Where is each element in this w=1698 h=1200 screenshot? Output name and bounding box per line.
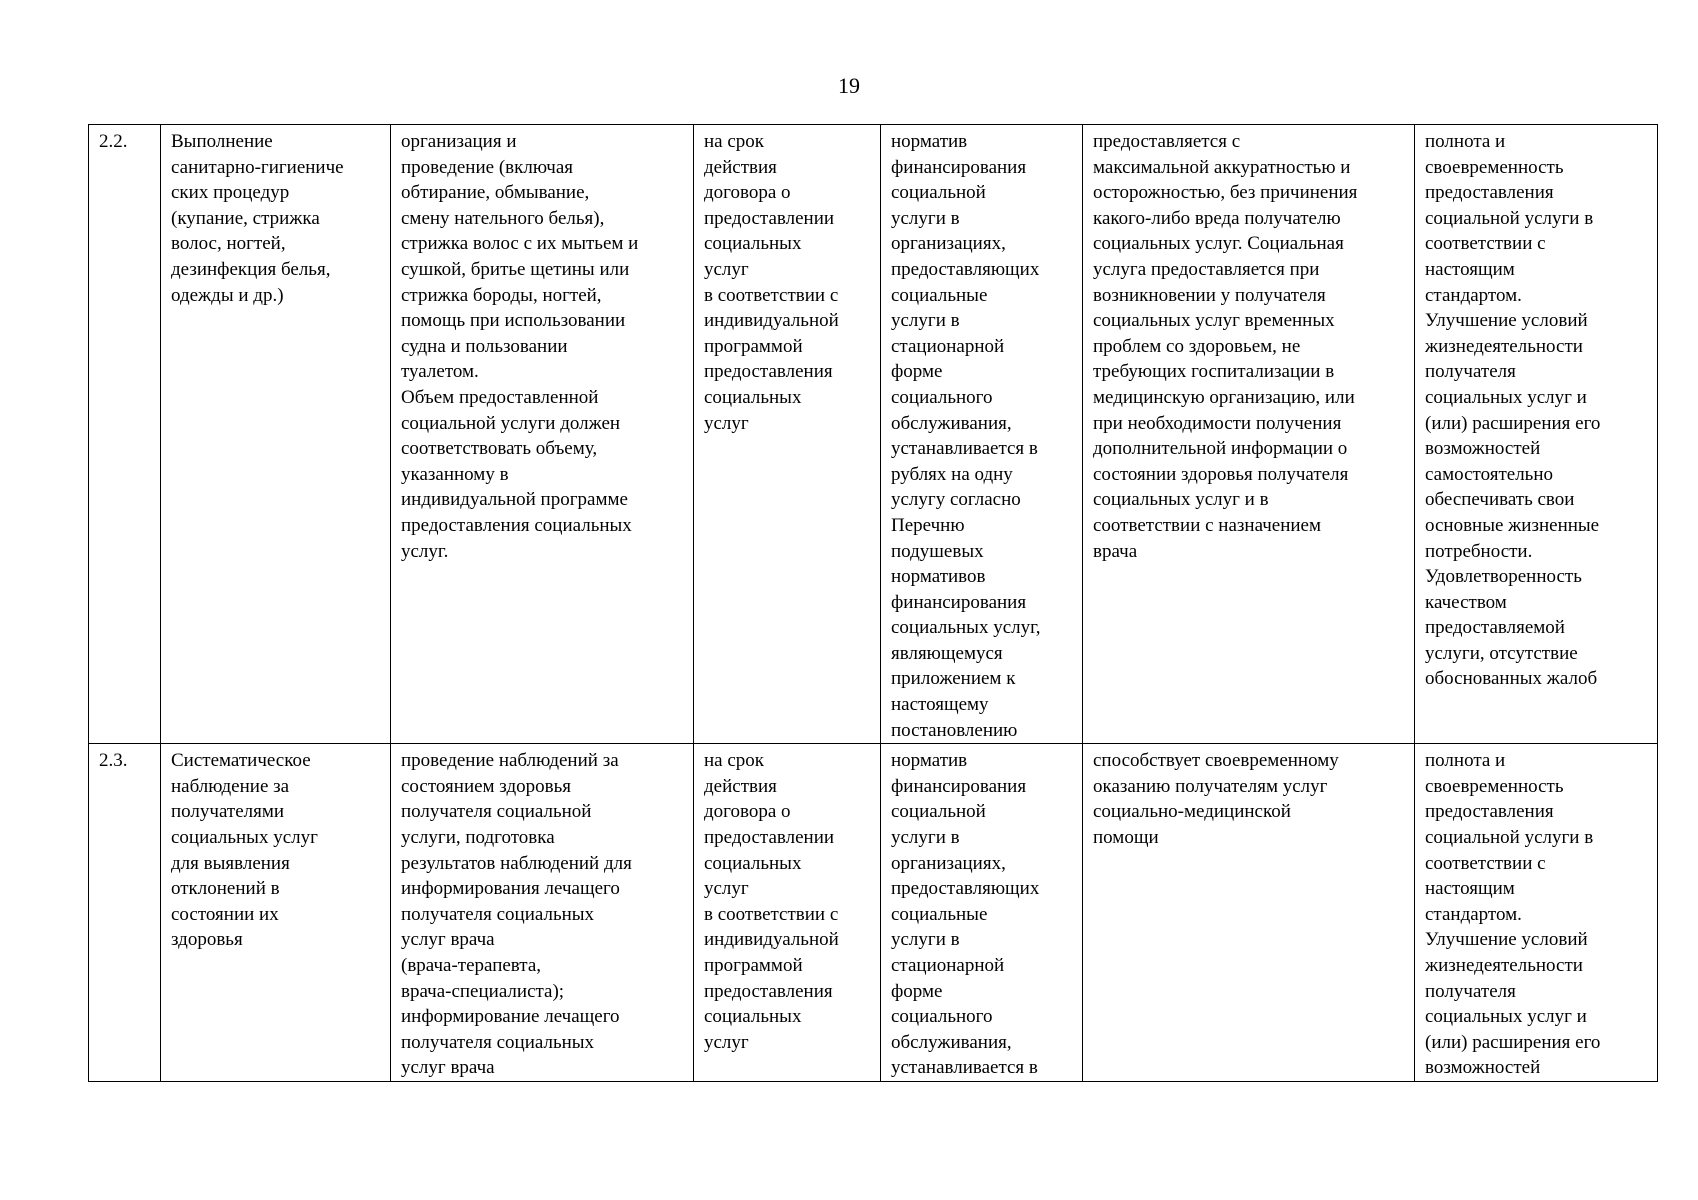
cell-financing-norm: норматив финансирования социальной услуги в организациях, предоставляющих социальные услуги в стационарной форме социального обслуживания, устанавливается в рублях на одну услугу согласно Перечню подушевых нормативов финансирования социальных услуг, являющемуся приложением к настоящему постановлению xyxy=(881,125,1083,744)
cell-provision-conditions: предоставляется с максимальной аккуратностью и осторожностью, без причинения какого-либо вреда получателю социальных услуг. Социальная услуга предоставляется при возникновении у получателя социальных услуг временных проблем со здоровьем, не требующих госпитализации в медицинскую организацию, или при необходимости получения дополнительной информации о состоянии здоровья получателя социальных услуг и в соответствии с назначением врача xyxy=(1083,125,1415,744)
cell-quality-indicators: полнота и своевременность предоставления социальной услуги в соответствии с настоящим стандартом. Улучшение условий жизнедеятельности получателя социальных услуг и (или) расширения его возможностей xyxy=(1415,744,1658,1082)
cell-service-name: Систематическое наблюдение за получателями социальных услуг для выявления отклонений в состоянии их здоровья xyxy=(161,744,391,1082)
cell-provision-conditions: способствует своевременному оказанию получателям услуг социально-медицинской помощи xyxy=(1083,744,1415,1082)
cell-service-term: на срок действия договора о предоставлении социальных услуг в соответствии с индивидуальной программой предоставления социальных услуг xyxy=(694,744,881,1082)
cell-quality-indicators: полнота и своевременность предоставления социальной услуги в соответствии с настоящим стандартом. Улучшение условий жизнедеятельности получателя социальных услуг и (или) расширения его возможностей самостоятельно обеспечивать свои основные жизненные потребности. Удовлетворенность качеством предоставляемой услуги, отсутствие обоснованных жалоб xyxy=(1415,125,1658,744)
services-table xyxy=(88,124,1658,1082)
cell-service-name: Выполнение санитарно-гигиениче ских процедур (купание, стрижка волос, ногтей, дезинфекция белья, одежды и др.) xyxy=(161,125,391,744)
cell-service-description: организация и проведение (включая обтирание, обмывание, смену нательного белья), стрижка волос с их мытьем и сушкой, бритье щетины или стрижка бороды, ногтей, помощь при использовании судна и пользовании туалетом. Объем предоставленной социальной услуги должен соответствовать объему, указанному в индивидуальной программе предоставления социальных услуг. xyxy=(391,125,694,744)
cell-number: 2.2. xyxy=(89,125,161,744)
table-row xyxy=(89,125,1658,744)
cell-number: 2.3. xyxy=(89,744,161,1082)
cell-financing-norm: норматив финансирования социальной услуги в организациях, предоставляющих социальные услуги в стационарной форме социального обслуживания, устанавливается в xyxy=(881,744,1083,1082)
page-number: 19 xyxy=(838,73,860,98)
cell-service-term: на срок действия договора о предоставлении социальных услуг в соответствии с индивидуальной программой предоставления социальных услуг xyxy=(694,125,881,744)
cell-service-description: проведение наблюдений за состоянием здоровья получателя социальной услуги, подготовка результатов наблюдений для информирования лечащего получателя социальных услуг врача (врача-терапевта, врача-специалиста); информирование лечащего получателя социальных услуг врача xyxy=(391,744,694,1082)
table-row xyxy=(89,744,1658,1082)
